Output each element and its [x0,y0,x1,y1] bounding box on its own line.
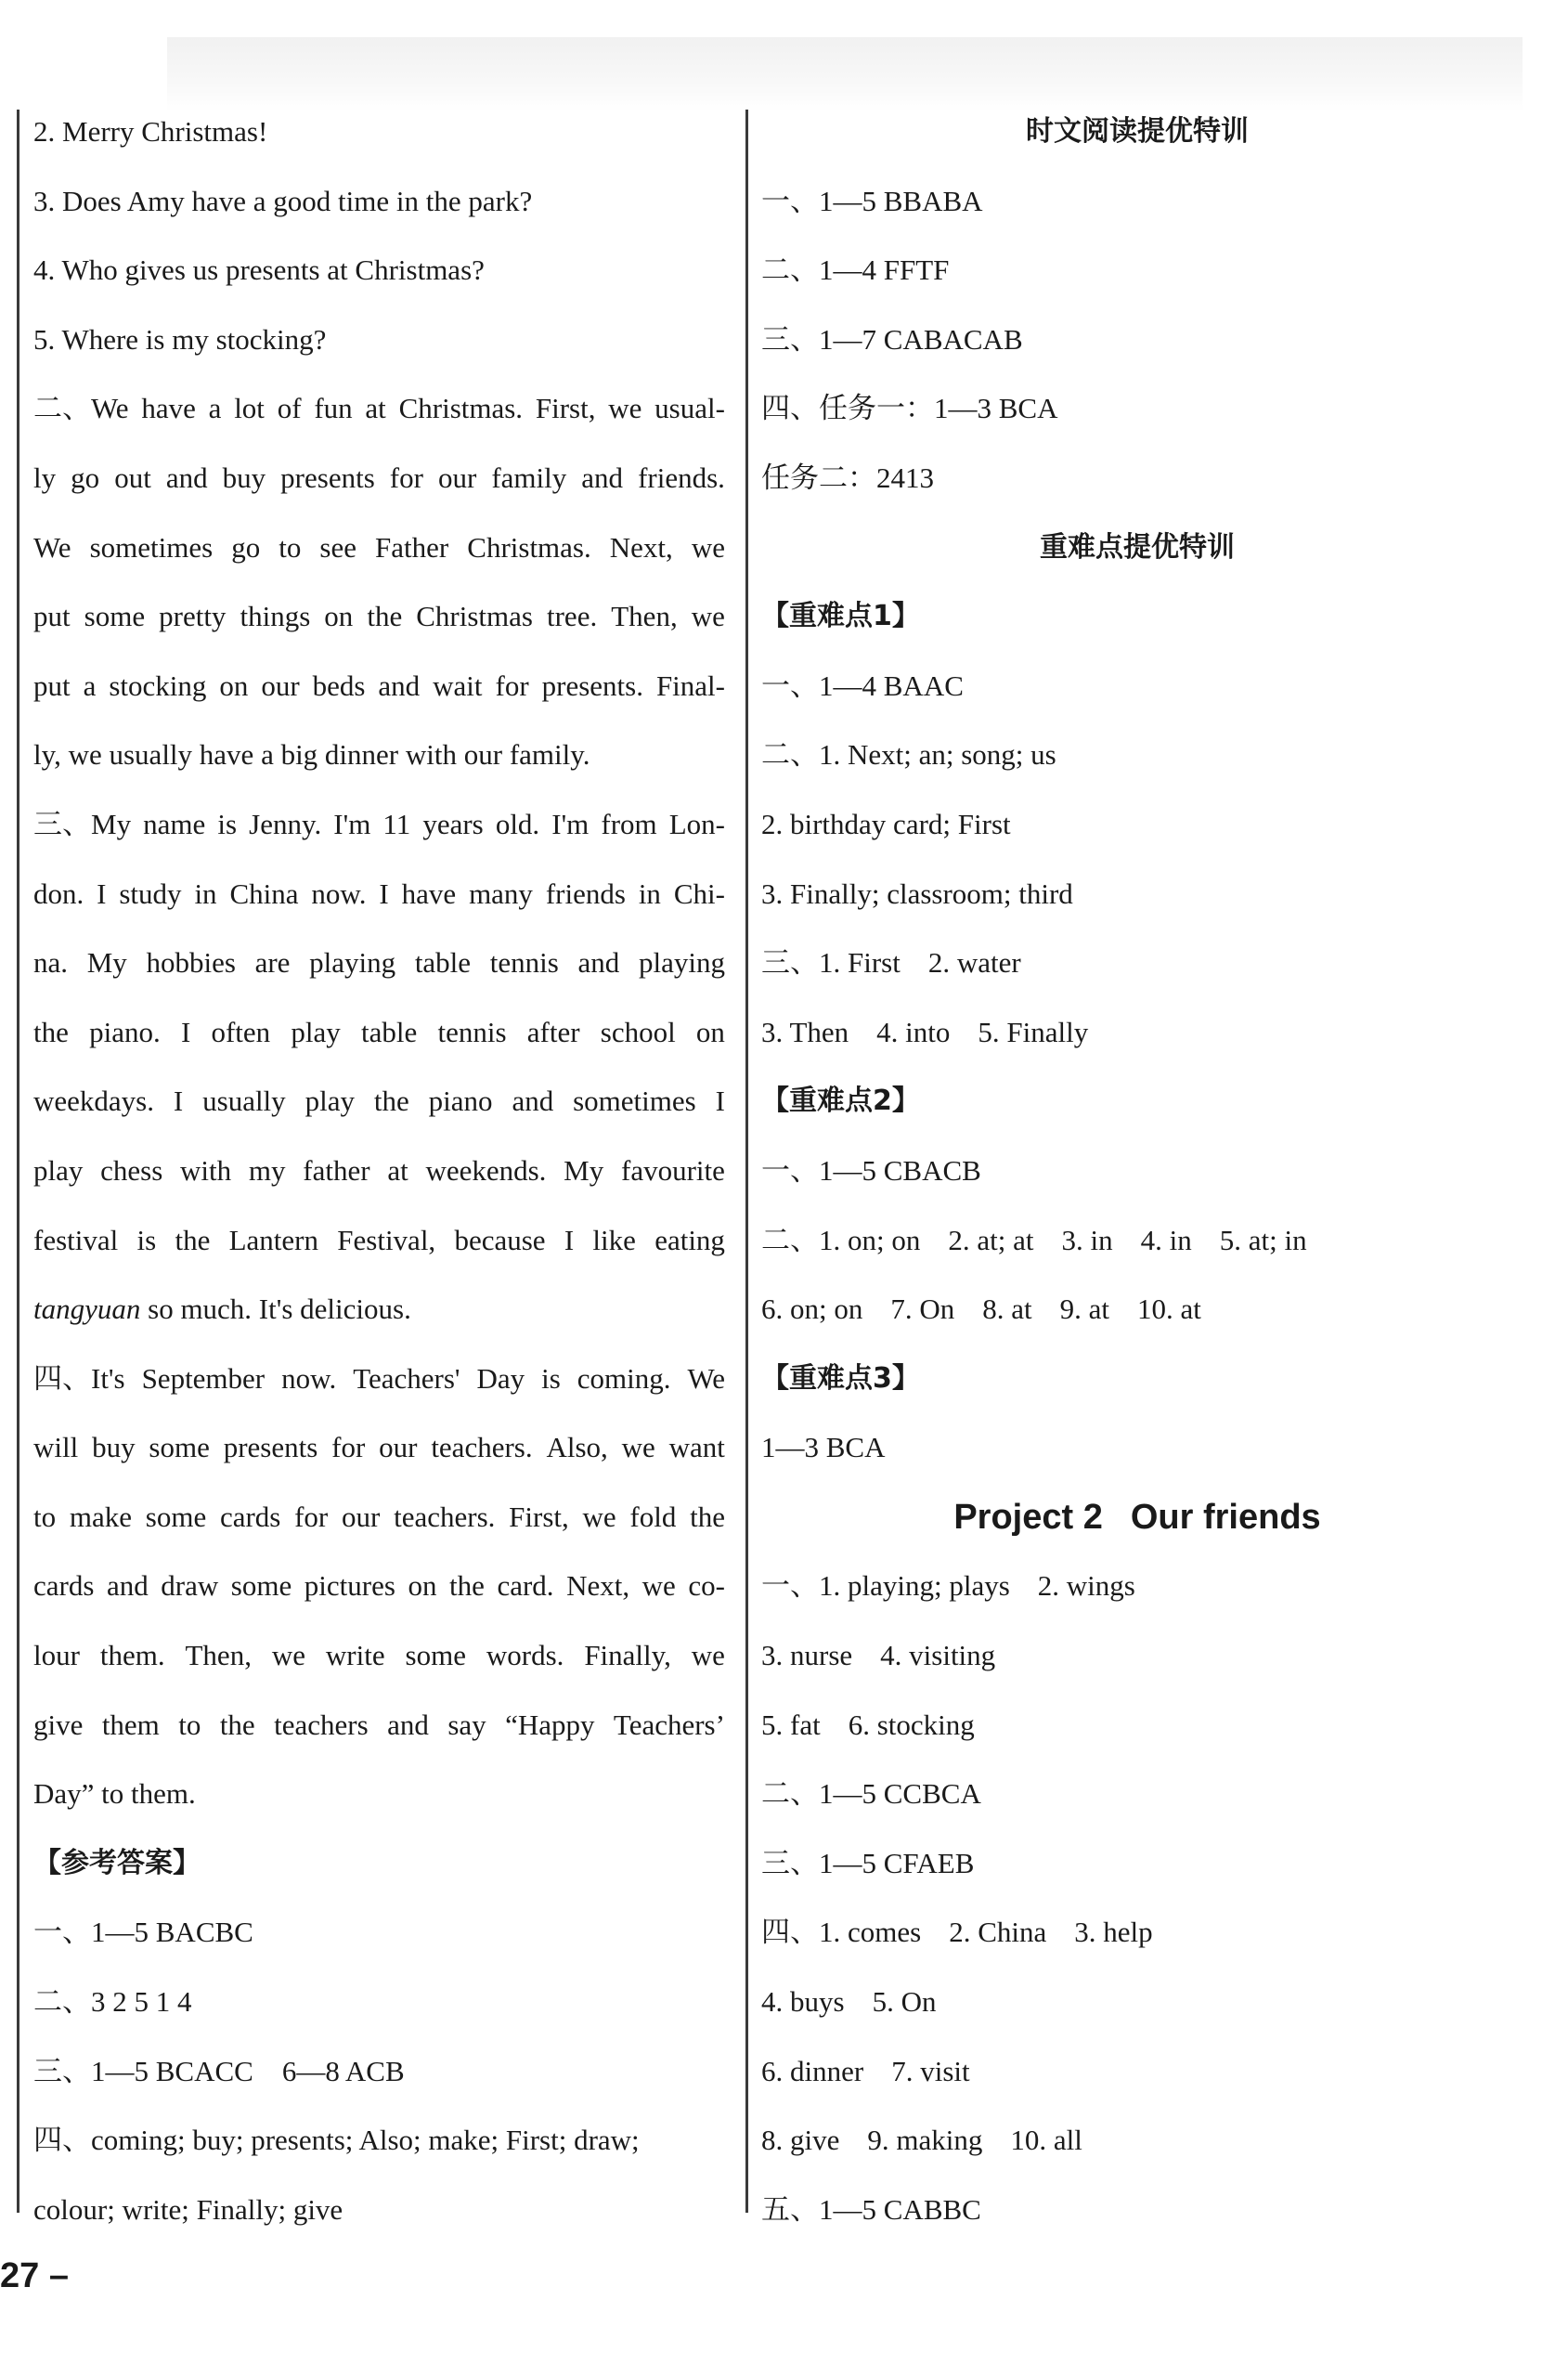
answer-line [761,929,1513,998]
answer-line: 2. birthday card; First [761,807,1011,840]
answer-line: 四、任务一：1—3 BCA [761,392,1058,425]
text-line: festival is the Lantern Festival, because I like eating [33,1223,725,1256]
text-line [33,1275,725,1345]
answer-line: 任务二：2413 [761,461,934,494]
answer-item: 3. Then [761,1015,849,1048]
right-column [761,97,1513,2244]
answer-item: 3. help [1074,1916,1153,1949]
key-point-heading: 【重难点3】 [761,1361,920,1395]
text-line: the piano. I often play table tennis after school on [33,1015,725,1048]
answer-item: 2. China [949,1916,1047,1949]
answer-line [761,1898,1513,1968]
answer-line: 二、1. Next; an; song; us [761,738,1056,772]
answer-item: 5. at; in [1219,1223,1307,1256]
key-point-heading: 【重难点2】 [761,1085,920,1118]
answer-line [761,2106,1513,2176]
text-line: Day” to them. [33,1777,196,1811]
paragraph-teachers-day [33,1345,725,1829]
answer-line: 二、1—5 CCBCA [761,1777,981,1811]
text-line: put a stocking on our beds and wait for presents. Final- [33,669,725,702]
answer-item: 四、1. comes [761,1916,922,1949]
answer-line: 二、3 2 5 1 4 [33,1985,192,2019]
text-line: 二、We have a lot of fun at Christmas. First, we usual- [33,392,725,425]
left-margin-rule [17,110,19,2213]
answer-item: 三、1. First [761,946,901,980]
answer-item: 5. On [872,1985,937,2019]
text-line: give them to the teachers and say “Happy Teachers’ [33,1708,725,1741]
answer-item: 6. on; on [761,1293,863,1326]
reference-answer-heading: 【参考答案】 [33,1846,201,1879]
section-heading: 重难点提优特训 [1040,530,1235,564]
answer-item: 7. On [890,1293,955,1326]
answer-line: 3. Finally; classroom; third [761,877,1073,910]
text-line: put some pretty things on the Christmas tree. Then, we [33,600,725,633]
answer-item: 8. at [982,1293,1032,1326]
project-number: Project 2 [953,1497,1103,1537]
answer-item: 3. in [1061,1223,1113,1256]
answer-line [761,1206,1513,1276]
left-column [33,97,725,2244]
answer-item: 4. buys [761,1985,845,2019]
answer-item: 4. in [1140,1223,1192,1256]
italic-word: tangyuan [33,1293,141,1326]
answer-line [761,1621,1513,1691]
answer-line: 3. Does Amy have a good time in the park? [33,184,533,217]
answer-line: 五、1—5 CABBC [761,2192,981,2226]
answer-item: 6. stocking [848,1708,975,1741]
text-span: so much. It's delicious. [140,1293,411,1326]
text-line: don. I study in China now. I have many friends in Chi- [33,877,725,910]
page-number: 27 – [0,2256,69,2295]
answer-item: 5. Finally [978,1015,1089,1048]
answer-item: 5. fat [761,1708,821,1741]
answer-item: 4. into [876,1015,951,1048]
answer-line [761,2037,1513,2107]
text-line: 四、It's September now. Teachers' Day is coming. We [33,1361,725,1395]
answer-line: 一、1—5 CBACB [761,1153,981,1187]
answer-line: 四、coming; buy; presents; Also; make; First; draw; [33,2124,640,2157]
text-line: cards and draw some pictures on the card. Next, we co- [33,1569,725,1603]
text-line: We sometimes go to see Father Christmas. Next, we [33,530,725,564]
answer-item: 9. making [867,2124,983,2157]
answer-line [761,1275,1513,1345]
answer-line: 4. Who gives us presents at Christmas? [33,253,485,287]
answer-item: 一、1. playing; plays [761,1569,1010,1603]
answer-line [761,998,1513,1068]
section-heading: 时文阅读提优特训 [1026,115,1249,148]
answer-item: 2. wings [1037,1569,1135,1603]
answer-item: 10. at [1137,1293,1201,1326]
answer-item: 6. dinner [761,2054,864,2087]
text-line: weekdays. I usually play the piano and sometimes I [33,1085,725,1118]
answer-item: 7. visit [891,2054,970,2087]
answer-item: 9. at [1059,1293,1110,1326]
text-line: na. My hobbies are playing table tennis and playing [33,946,725,980]
text-line: to make some cards for our teachers. First, we fold the [33,1500,725,1533]
project-title [761,1483,1513,1553]
answer-line [761,1968,1513,2037]
column-divider [745,110,748,2213]
text-line: lour them. Then, we write some words. Finally, we [33,1639,725,1672]
answer-line: 一、1—4 BAAC [761,669,964,702]
answer-line: 5. Where is my stocking? [33,322,327,356]
answer-item: 二、1. on; on [761,1223,921,1256]
answer-line: 三、1—5 BCACC 6—8 ACB [33,2054,405,2087]
answer-line: 三、1—7 CABACAB [761,322,1023,356]
text-line: play chess with my father at weekends. My favourite [33,1153,725,1187]
text-line: ly go out and buy presents for our family and friends. [33,461,725,494]
answer-line: 一、1—5 BBABA [761,184,983,217]
paragraph-christmas [33,374,725,790]
answer-item: 4. visiting [880,1639,996,1672]
answer-line: 二、1—4 FFTF [761,253,950,287]
answer-line [761,1691,1513,1761]
paragraph-jenny [33,790,725,1345]
answer-item: 10. all [1010,2124,1082,2157]
answer-item: 8. give [761,2124,840,2157]
answer-line: 一、1—5 BACBC [33,1916,253,1949]
answer-line: 2. Merry Christmas! [33,115,268,148]
text-line: will buy some presents for our teachers. Also, we want [33,1431,725,1464]
answer-line: 三、1—5 CFAEB [761,1846,975,1879]
answer-line: colour; write; Finally; give [33,2192,343,2226]
project-name: Our friends [1130,1497,1321,1537]
answer-item: 2. at; at [948,1223,1034,1256]
key-point-heading: 【重难点1】 [761,600,920,633]
answer-item: 3. nurse [761,1639,853,1672]
answer-item: 2. water [927,946,1021,980]
answer-line: 1—3 BCA [761,1431,886,1464]
text-line: 三、My name is Jenny. I'm 11 years old. I'm from Lon- [33,807,725,840]
answer-line [761,1552,1513,1621]
text-line: ly, we usually have a big dinner with our family. [33,738,590,772]
